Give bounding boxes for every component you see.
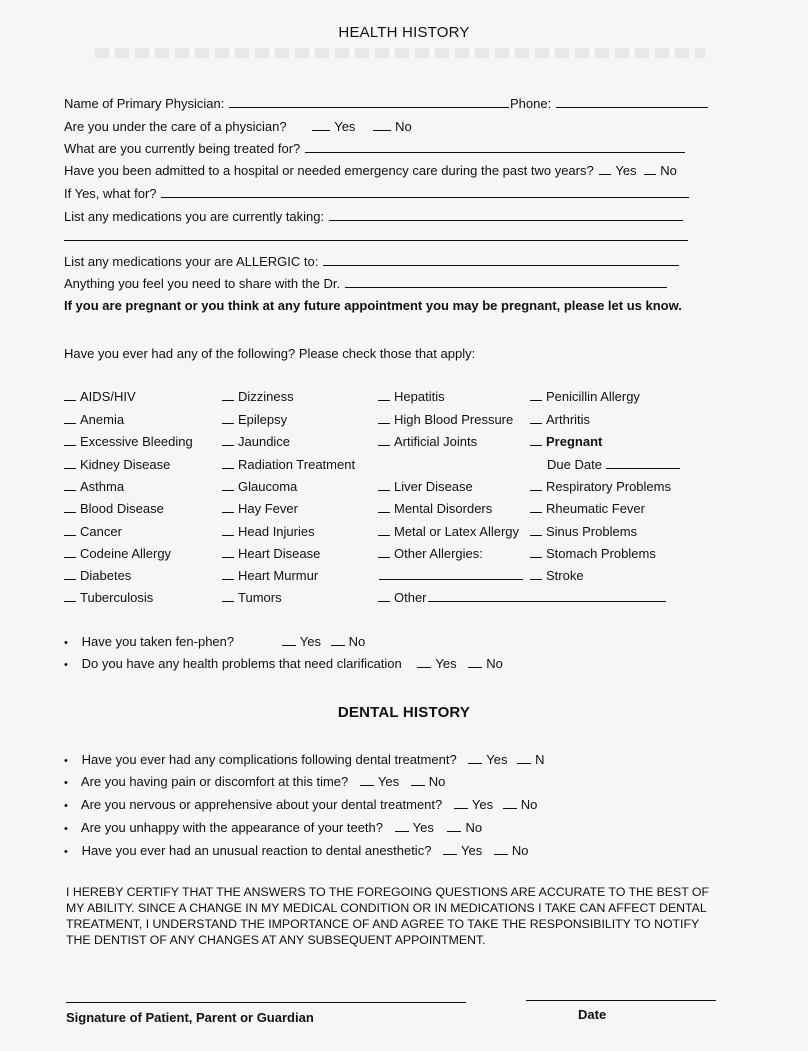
dental-q1-row: [64, 752, 545, 769]
condition-item: [378, 389, 445, 405]
fen-phen-row: [64, 634, 365, 651]
dental-q4-no-check[interactable]: [447, 821, 461, 832]
page-title: HEALTH HISTORY: [338, 24, 470, 41]
condition-checkbox[interactable]: [222, 390, 234, 401]
condition-checkbox[interactable]: [222, 569, 234, 580]
dental-q2-no-label: No: [428, 774, 446, 789]
condition-checkbox[interactable]: [64, 413, 76, 424]
condition-label: Other: [394, 590, 427, 605]
share-label: Anything you feel you need to share with the Dr.: [64, 276, 341, 291]
date-label: Date: [578, 1007, 607, 1022]
condition-item: [64, 457, 170, 473]
bullet: •: [64, 777, 68, 789]
condition-item: [378, 434, 477, 450]
condition-item: [530, 501, 645, 517]
condition-label: Anemia: [80, 412, 125, 427]
condition-item: [222, 389, 294, 405]
treated-field[interactable]: [305, 141, 685, 153]
hospital-yes-label: Yes: [615, 163, 637, 178]
dental-q3-yes-label: Yes: [471, 797, 494, 812]
condition-checkbox[interactable]: [222, 435, 234, 446]
hospital-no-check[interactable]: [644, 164, 656, 175]
condition-label: Mental Disorders: [394, 501, 493, 516]
condition-item: [222, 524, 315, 540]
condition-item: [222, 412, 287, 428]
condition-checkbox[interactable]: [64, 435, 76, 446]
condition-label: Stomach Problems: [546, 546, 656, 561]
condition-label: Head Injuries: [238, 524, 315, 539]
condition-checkbox[interactable]: [64, 569, 76, 580]
condition-label: Tumors: [238, 590, 282, 605]
condition-label: Stroke: [546, 568, 584, 583]
condition-label: Codeine Allergy: [80, 546, 172, 561]
care-yes-check[interactable]: [312, 120, 330, 131]
condition-checkbox[interactable]: [378, 480, 390, 491]
condition-item: [64, 568, 131, 584]
bullet: •: [64, 846, 68, 858]
condition-checkbox[interactable]: [222, 591, 234, 602]
condition-label: Blood Disease: [80, 501, 164, 516]
condition-label: Respiratory Problems: [546, 479, 671, 494]
condition-item: [64, 524, 122, 540]
condition-label: Jaundice: [238, 434, 291, 449]
condition-label: Due Date: [547, 457, 602, 472]
condition-checkbox[interactable]: [378, 591, 390, 602]
condition-checkbox[interactable]: [378, 525, 390, 536]
condition-checkbox[interactable]: [378, 435, 390, 446]
condition-checkbox[interactable]: [378, 547, 390, 558]
condition-item: [64, 546, 171, 562]
condition-checkbox[interactable]: [530, 547, 542, 558]
hospital-no-label: No: [660, 163, 677, 178]
condition-item: [222, 434, 290, 450]
signature-field[interactable]: [66, 1002, 466, 1003]
condition-checkbox[interactable]: [530, 502, 542, 513]
condition-item: [378, 546, 483, 562]
condition-checkbox[interactable]: [378, 413, 390, 424]
condition-checkbox[interactable]: [222, 413, 234, 424]
dental-title: DENTAL HISTORY: [337, 704, 471, 721]
dental-q3-no-label: No: [520, 797, 538, 812]
dental-q2: Are you having pain or discomfort at this time?: [80, 774, 349, 789]
date-field[interactable]: [526, 1000, 716, 1001]
dental-q3: Are you nervous or apprehensive about your dental treatment?: [80, 797, 443, 812]
hospital-yes-check[interactable]: [599, 164, 611, 175]
condition-label: Heart Disease: [238, 546, 321, 561]
condition-item: [378, 501, 492, 517]
condition-item: [530, 389, 640, 405]
condition-checkbox[interactable]: [64, 591, 76, 602]
care-no-check[interactable]: [373, 120, 391, 131]
dental-q5-no-label: No: [511, 843, 529, 858]
care-no-label: No: [395, 119, 412, 134]
physician-row: [64, 96, 709, 112]
other-allergies-field[interactable]: [379, 568, 523, 580]
condition-item: [222, 568, 318, 584]
dental-q4-row: [64, 820, 482, 837]
condition-label: Excessive Bleeding: [80, 434, 193, 449]
condition-checkbox[interactable]: [222, 525, 234, 536]
condition-item: [64, 389, 136, 405]
dental-q5-row: [64, 843, 529, 860]
treated-row: [64, 141, 686, 157]
medications-field-2[interactable]: [64, 240, 688, 241]
condition-item: [64, 501, 164, 517]
dental-q4: Are you unhappy with the appearance of your teeth?: [80, 820, 384, 835]
if-yes-field[interactable]: [161, 186, 689, 198]
allergic-row: [64, 254, 680, 270]
bullet: •: [64, 637, 68, 649]
dental-q1-no-label: N: [535, 752, 545, 767]
condition-item: [222, 457, 355, 473]
condition-label: Tuberculosis: [80, 590, 154, 605]
condition-item: [530, 434, 602, 450]
dental-q3-row: [64, 797, 537, 814]
other-allergies-field-row: [378, 568, 524, 584]
fen-phen-yes-label: Yes: [299, 634, 321, 649]
condition-label: Metal or Latex Allergy: [394, 524, 520, 539]
condition-checkbox[interactable]: [222, 458, 234, 469]
care-row: [64, 119, 412, 135]
dental-q2-no-check[interactable]: [411, 775, 425, 786]
medications-row: [64, 209, 684, 225]
condition-label: Radiation Treatment: [238, 457, 356, 472]
condition-label: Glaucoma: [238, 479, 298, 494]
condition-checkbox[interactable]: [64, 547, 76, 558]
care-question: Are you under the care of a physician?: [64, 119, 287, 134]
hospital-question: Have you been admitted to a hospital or needed emergency care during the past two years?: [64, 163, 594, 178]
condition-item: [530, 412, 590, 428]
condition-label: AIDS/HIV: [80, 389, 136, 404]
bullet: •: [64, 755, 68, 767]
condition-label: Epilepsy: [238, 412, 288, 427]
condition-item: [530, 568, 584, 584]
condition-item: [378, 524, 519, 540]
condition-label: Penicillin Allergy: [546, 389, 640, 404]
dental-q2-yes-label: Yes: [377, 774, 400, 789]
condition-checkbox[interactable]: [222, 547, 234, 558]
condition-item: [222, 501, 298, 517]
share-field[interactable]: [345, 276, 667, 288]
allergic-label: List any medications your are ALLERGIC to:: [64, 254, 319, 269]
bullet: •: [64, 800, 68, 812]
condition-label: Diabetes: [80, 568, 132, 583]
condition-item: [547, 457, 681, 473]
share-row: [64, 276, 668, 292]
condition-label: Hepatitis: [394, 389, 445, 404]
condition-item: [530, 524, 637, 540]
certification-statement: I HEREBY CERTIFY THAT THE ANSWERS TO THE FOREGOING QUESTIONS ARE ACCURATE TO THE BEST OF MY ABILITY. SINCE A CHANGE IN MY MEDICAL CONDITION OR IN MEDICATIONS I TAKE CAN AFFECT DENTAL TREATMENT, I UNDERSTAND THE IMPORTANCE OF AND AGREE TO TAKE THE RESPONSIBILITY TO NOTIFY THE DENTIST OF ANY CHANGES AT ANY SUBSEQUENT APPOINTMENT.: [66, 885, 709, 947]
due-date-field[interactable]: [606, 457, 680, 469]
condition-checkbox[interactable]: [222, 502, 234, 513]
condition-item: [378, 479, 473, 495]
condition-label: Heart Murmur: [238, 568, 319, 583]
medications-label: List any medications you are currently taking:: [64, 209, 325, 224]
treated-label: What are you currently being treated for?: [64, 141, 301, 156]
condition-checkbox[interactable]: [378, 502, 390, 513]
medications-field[interactable]: [329, 209, 683, 221]
condition-label: High Blood Pressure: [394, 412, 514, 427]
condition-item: [530, 479, 671, 495]
condition-label: Hay Fever: [238, 501, 298, 516]
condition-checkbox[interactable]: [530, 413, 542, 424]
dental-q3-no-check[interactable]: [503, 798, 517, 809]
physician-label: Name of Primary Physician:: [64, 96, 225, 111]
condition-checkbox[interactable]: [64, 458, 76, 469]
dental-q5: Have you ever had an unusual reaction to dental anesthetic?: [81, 843, 432, 858]
clarification-yes-label: Yes: [435, 656, 457, 671]
bullet: •: [64, 823, 68, 835]
condition-label: Rheumatic Fever: [546, 501, 645, 516]
condition-label: Kidney Disease: [80, 457, 171, 472]
condition-label: Asthma: [80, 479, 125, 494]
condition-checkbox[interactable]: [378, 390, 390, 401]
condition-item: [222, 590, 282, 606]
condition-label: Liver Disease: [394, 479, 473, 494]
dental-q4-yes-check[interactable]: [395, 821, 409, 832]
hospital-row: [64, 163, 677, 179]
other-field[interactable]: [428, 590, 666, 602]
condition-label: Sinus Problems: [546, 524, 638, 539]
dental-q1-yes-check[interactable]: [468, 753, 482, 764]
condition-checkbox[interactable]: [64, 502, 76, 513]
condition-item: [530, 546, 656, 562]
condition-item: [64, 590, 153, 606]
dental-q1: Have you ever had any complications following dental treatment?: [81, 752, 457, 767]
dental-q1-no-check[interactable]: [517, 753, 531, 764]
condition-checkbox[interactable]: [530, 569, 542, 580]
fen-phen-no-label: No: [348, 634, 366, 649]
condition-checkbox[interactable]: [530, 525, 542, 536]
clarification-yes-check[interactable]: [417, 657, 431, 668]
care-yes-label: Yes: [334, 119, 356, 134]
dental-q5-yes-check[interactable]: [443, 844, 457, 855]
condition-checkbox[interactable]: [64, 525, 76, 536]
bleed-through-text: [95, 48, 705, 58]
condition-checkbox[interactable]: [64, 390, 76, 401]
condition-label: Dizziness: [238, 389, 294, 404]
clarification-question: Do you have any health problems that need clarification: [81, 656, 402, 671]
condition-item: [64, 412, 124, 428]
if-yes-label: If Yes, what for?: [64, 186, 157, 201]
clarification-row: [64, 656, 503, 673]
pregnant-notice: If you are pregnant or you think at any future appointment you may be pregnant, please let us know.: [64, 298, 682, 313]
condition-checkbox[interactable]: [530, 390, 542, 401]
condition-item: [378, 590, 667, 606]
condition-item: [64, 479, 124, 495]
allergic-field[interactable]: [323, 254, 679, 266]
dental-q1-yes-label: Yes: [486, 752, 508, 767]
bullet: •: [64, 659, 68, 671]
condition-item: [64, 434, 193, 450]
condition-label: Arthritis: [546, 412, 591, 427]
conditions-prompt: Have you ever had any of the following? Please check those that apply:: [64, 346, 476, 361]
dental-q5-no-check[interactable]: [494, 844, 508, 855]
fen-phen-question: Have you taken fen-phen?: [81, 634, 235, 649]
clarification-no-label: No: [486, 656, 503, 671]
condition-item: [222, 479, 297, 495]
condition-label: Other Allergies:: [394, 546, 483, 561]
condition-item: [222, 546, 320, 562]
phone-field[interactable]: [556, 96, 708, 108]
condition-label: Cancer: [80, 524, 122, 539]
phone-label: Phone:: [510, 96, 552, 111]
dental-q5-yes-label: Yes: [461, 843, 483, 858]
condition-item: [378, 412, 513, 428]
condition-checkbox[interactable]: [530, 435, 542, 446]
clarification-no-check[interactable]: [468, 657, 482, 668]
if-yes-row: [64, 186, 690, 202]
physician-field[interactable]: [229, 96, 509, 108]
dental-q4-no-label: No: [465, 820, 483, 835]
dental-q4-yes-label: Yes: [412, 820, 434, 835]
condition-checkbox[interactable]: [530, 480, 542, 491]
dental-q2-yes-check[interactable]: [360, 775, 374, 786]
condition-checkbox[interactable]: [64, 480, 76, 491]
condition-checkbox[interactable]: [222, 480, 234, 491]
dental-q2-row: [64, 774, 445, 791]
signature-label: Signature of Patient, Parent or Guardian: [66, 1010, 314, 1025]
dental-q3-yes-check[interactable]: [454, 798, 468, 809]
condition-label: Pregnant: [546, 434, 603, 449]
condition-label: Artificial Joints: [394, 434, 478, 449]
fen-phen-yes-check[interactable]: [282, 635, 296, 646]
fen-phen-no-check[interactable]: [331, 635, 345, 646]
